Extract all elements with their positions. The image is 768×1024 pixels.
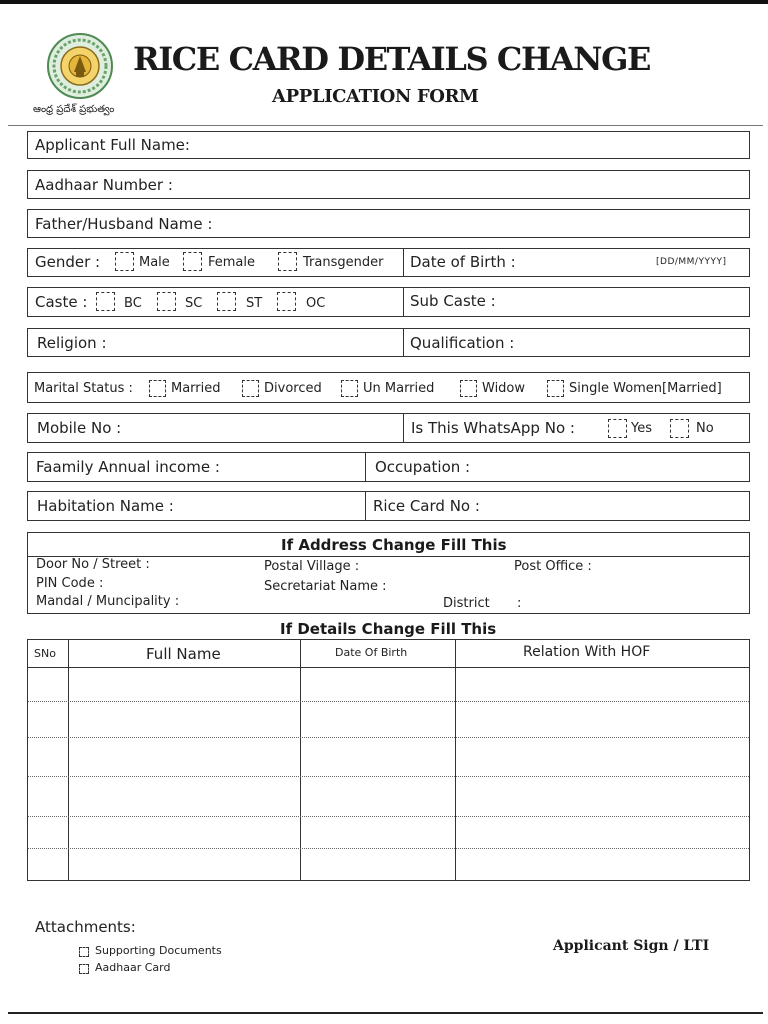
caste-row xyxy=(27,287,750,317)
marital-unmarried-checkbox[interactable] xyxy=(341,380,358,397)
table-row[interactable] xyxy=(28,848,749,849)
marital-single-women-checkbox[interactable] xyxy=(547,380,564,397)
mobile-no-label: Mobile No : xyxy=(37,419,122,437)
father-husband-name-label: Father/Husband Name : xyxy=(35,215,213,233)
caste-bc-checkbox[interactable] xyxy=(96,292,115,311)
caste-sc-label: SC xyxy=(185,296,203,311)
gender-female-label: Female xyxy=(208,255,256,270)
caste-st-label: ST xyxy=(246,296,263,311)
district-label: District xyxy=(443,596,490,611)
marital-divorced-label: Divorced xyxy=(264,381,322,396)
rice-card-no-label: Rice Card No : xyxy=(373,497,480,515)
col-header-dob: Date Of Birth xyxy=(335,646,408,659)
emblem-caption: ఆంధ్ర ప్రదేశ్ ప్రభుత్వం xyxy=(33,104,115,115)
address-change-section xyxy=(27,532,750,614)
whatsapp-label: Is This WhatsApp No : xyxy=(411,419,575,437)
secretariat-name-label: Secretariat Name : xyxy=(264,579,387,594)
habitation-name-label: Habitation Name : xyxy=(37,497,174,515)
family-income-label: Faamily Annual income : xyxy=(36,458,220,476)
whatsapp-no-checkbox[interactable] xyxy=(670,419,689,438)
aadhaar-number-field[interactable] xyxy=(27,170,750,199)
marital-widow-checkbox[interactable] xyxy=(460,380,477,397)
col-header-sno: SNo xyxy=(34,647,56,660)
occupation-label: Occupation : xyxy=(375,458,471,476)
table-row[interactable] xyxy=(28,701,749,702)
table-row[interactable] xyxy=(28,816,749,817)
postal-village-label: Postal Village : xyxy=(264,559,360,574)
dob-label: Date of Birth : xyxy=(410,253,516,271)
applicant-name-label: Applicant Full Name: xyxy=(35,136,190,154)
caste-oc-checkbox[interactable] xyxy=(277,292,296,311)
aadhaar-number-label: Aadhaar Number : xyxy=(35,176,173,194)
caste-sc-checkbox[interactable] xyxy=(157,292,176,311)
table-row[interactable] xyxy=(28,776,749,777)
col-header-relation: Relation With HOF xyxy=(523,644,651,660)
caste-label: Caste : xyxy=(35,293,88,311)
marital-married-label: Married xyxy=(171,381,221,396)
gender-male-label: Male xyxy=(139,255,170,270)
gender-male-checkbox[interactable] xyxy=(115,252,134,271)
attachment-supporting-docs-checkbox[interactable] xyxy=(79,947,89,957)
district-colon: : xyxy=(517,596,522,611)
marital-widow-label: Widow xyxy=(482,381,526,396)
form-title: RICE CARD DETAILS CHANGE xyxy=(133,40,650,78)
sub-caste-label: Sub Caste : xyxy=(410,292,496,310)
pin-code-label: PIN Code : xyxy=(36,576,104,591)
marital-unmarried-label: Un Married xyxy=(363,381,435,396)
post-office-label: Post Office : xyxy=(514,559,592,574)
gender-label: Gender : xyxy=(35,253,101,271)
top-border xyxy=(0,0,768,4)
gender-female-checkbox[interactable] xyxy=(183,252,202,271)
whatsapp-yes-checkbox[interactable] xyxy=(608,419,627,438)
income-row xyxy=(27,452,750,482)
col-header-full-name: Full Name xyxy=(146,645,221,663)
details-section-title: If Details Change Fill This xyxy=(280,620,497,638)
address-section-title: If Address Change Fill This xyxy=(281,536,507,554)
mobile-row xyxy=(27,413,750,443)
ap-government-emblem-icon xyxy=(46,32,114,100)
attachments-title: Attachments: xyxy=(35,918,136,936)
marital-status-row xyxy=(27,372,750,403)
habitation-row xyxy=(27,491,750,521)
attachment-aadhaar-checkbox[interactable] xyxy=(79,964,89,974)
dob-format-hint: [DD/MM/YYYY] xyxy=(656,257,727,267)
marital-status-label: Marital Status : xyxy=(34,381,133,396)
header-divider xyxy=(8,125,763,126)
attachment-aadhaar-label: Aadhaar Card xyxy=(95,961,171,974)
caste-bc-label: BC xyxy=(124,296,142,311)
whatsapp-no-label: No xyxy=(696,421,714,436)
applicant-signature-label: Applicant Sign / LTI xyxy=(553,938,710,954)
form-subtitle: APPLICATION FORM xyxy=(272,86,479,107)
gender-transgender-label: Transgender xyxy=(303,255,384,270)
attachment-supporting-docs-label: Supporting Documents xyxy=(95,944,222,957)
marital-single-women-label: Single Women[Married] xyxy=(569,381,722,396)
marital-married-checkbox[interactable] xyxy=(149,380,166,397)
father-husband-name-field[interactable] xyxy=(27,209,750,238)
religion-label: Religion : xyxy=(37,334,107,352)
door-no-label: Door No / Street : xyxy=(36,557,150,572)
bottom-border xyxy=(8,1012,763,1014)
whatsapp-yes-label: Yes xyxy=(631,421,652,436)
caste-st-checkbox[interactable] xyxy=(217,292,236,311)
gender-transgender-checkbox[interactable] xyxy=(278,252,297,271)
family-details-table xyxy=(27,639,750,881)
religion-row xyxy=(27,328,750,357)
gender-dob-row xyxy=(27,248,750,277)
applicant-name-field[interactable] xyxy=(27,131,750,159)
table-row[interactable] xyxy=(28,737,749,738)
mandal-label: Mandal / Muncipality : xyxy=(36,594,180,609)
marital-divorced-checkbox[interactable] xyxy=(242,380,259,397)
caste-oc-label: OC xyxy=(306,296,326,311)
qualification-label: Qualification : xyxy=(410,334,515,352)
